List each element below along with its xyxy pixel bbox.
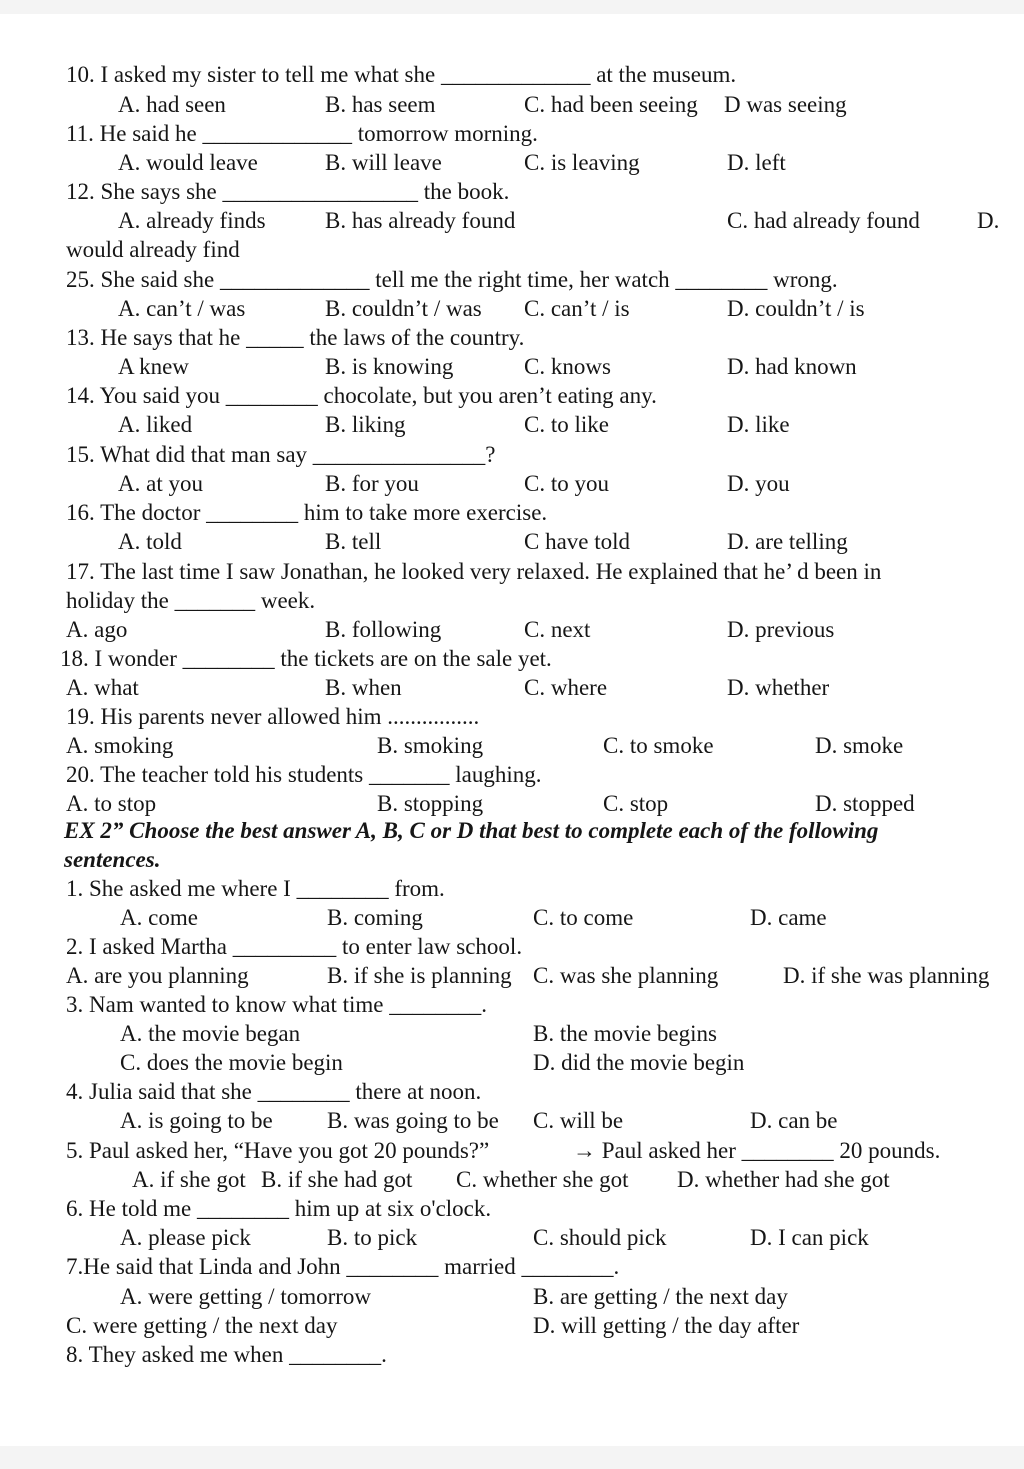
question-18-option-a: A. what [66,675,139,700]
question-15-option-b: B. for you [325,471,419,496]
question-12-option-d-continued: would already find [66,237,240,262]
ex2-question-2-option-a: A. are you planning [66,963,249,988]
question-10-option-a: A. had seen [118,92,226,117]
ex2-question-6-stem: 6. He told me ________ him up at six o'clock. [66,1196,492,1221]
question-17-stem-continued: holiday the _______ week. [66,588,316,613]
ex2-question-7-option-d: D. will getting / the day after [533,1313,800,1338]
question-11-stem: 11. He said he _____________ tomorrow morning. [66,121,538,146]
question-17-option-a: A. ago [66,617,128,642]
ex2-question-6-option-c: C. should pick [533,1225,667,1250]
question-11-option-a: A. would leave [118,150,258,175]
worksheet-page [0,14,1024,1446]
question-19-option-d: D. smoke [815,733,904,758]
ex2-question-2-option-d: D. if she was planning [783,963,990,988]
question-19-option-a: A. smoking [66,733,174,758]
question-15-option-a: A. at you [118,471,203,496]
question-11-option-d: D. left [727,150,786,175]
question-12-stem: 12. She says she _________________ the book. [66,179,510,204]
question-19-option-b: B. smoking [377,733,484,758]
question-20-option-b: B. stopping [377,791,484,816]
question-16-option-d: D. are telling [727,529,848,554]
question-16-stem: 16. The doctor ________ him to take more exercise. [66,500,548,525]
question-16-option-b: B. tell [325,529,382,554]
question-18-option-b: B. when [325,675,402,700]
ex2-question-5-option-a: A. if she got [132,1167,246,1192]
ex2-question-5-option-c: C. whether she got [456,1167,629,1192]
question-25-stem: 25. She said she _____________ tell me the right time, her watch ________ wrong. [66,267,838,292]
question-13-option-c: C. knows [524,354,611,379]
question-19-stem: 19. His parents never allowed him ................ [66,704,480,729]
question-25-option-b: B. couldn’t / was [325,296,482,321]
question-18-option-d: D. whether [727,675,830,700]
ex2-question-6-option-d: D. I can pick [750,1225,869,1250]
ex2-question-1-option-c: C. to come [533,905,634,930]
question-20-option-c: C. stop [603,791,669,816]
ex2-question-3-option-a: A. the movie began [120,1021,301,1046]
ex2-question-6-option-b: B. to pick [327,1225,418,1250]
ex2-question-4-option-b: B. was going to be [327,1108,499,1133]
question-17-option-d: D. previous [727,617,835,642]
question-17-option-b: B. following [325,617,442,642]
ex2-question-3-option-c: C. does the movie begin [120,1050,343,1075]
question-14-option-a: A. liked [118,412,193,437]
question-10-option-b: B. has seem [325,92,436,117]
question-13-option-d: D. had known [727,354,857,379]
question-10-option-c: C. had been seeing [524,92,698,117]
ex2-question-5-stem: 5. Paul asked her, “Have you got 20 pounds?” [66,1138,490,1163]
question-14-stem: 14. You said you ________ chocolate, but you aren’t eating any. [66,383,657,408]
question-15-stem: 15. What did that man say _______________? [66,442,496,467]
question-25-option-c: C. can’t / is [524,296,630,321]
question-10-option-d: D was seeing [724,92,847,117]
ex2-question-7-option-a: A. were getting / tomorrow [120,1284,372,1309]
question-12-option-a: A. already finds [118,208,266,233]
question-14-option-d: D. like [727,412,790,437]
question-14-option-b: B. liking [325,412,406,437]
question-13-option-b: B. is knowing [325,354,454,379]
ex2-question-1-option-b: B. coming [327,905,423,930]
exercise-2-heading: EX 2” Choose the best answer A, B, C or D that best to complete each of the following [64,818,879,843]
ex2-question-5-option-b: B. if she had got [261,1167,413,1192]
ex2-question-4-option-d: D. can be [750,1108,838,1133]
ex2-question-5-rewrite: → Paul asked her ________ 20 pounds. [573,1138,941,1163]
exercise-2-heading-continued: sentences. [64,847,161,872]
question-13-option-a: A knew [118,354,189,379]
ex2-question-7-option-b: B. are getting / the next day [533,1284,788,1309]
question-10-stem: 10. I asked my sister to tell me what she _____________ at the museum. [66,62,737,87]
question-20-stem: 20. The teacher told his students _______ laughing. [66,762,542,787]
question-12-option-c: C. had already found [727,208,920,233]
ex2-question-4-option-a: A. is going to be [120,1108,273,1133]
ex2-question-3-option-b: B. the movie begins [533,1021,717,1046]
question-18-stem: 18. I wonder ________ the tickets are on the sale yet. [60,646,552,671]
question-20-option-a: A. to stop [66,791,157,816]
question-17-stem: 17. The last time I saw Jonathan, he looked very relaxed. He explained that he’ d been in [66,559,882,584]
ex2-question-3-option-d: D. did the movie begin [533,1050,745,1075]
ex2-question-2-option-c: C. was she planning [533,963,719,988]
ex2-question-2-option-b: B. if she is planning [327,963,512,988]
ex2-question-3-stem: 3. Nam wanted to know what time ________. [66,992,487,1017]
ex2-question-5-option-d: D. whether had she got [677,1167,890,1192]
question-11-option-b: B. will leave [325,150,442,175]
question-25-option-a: A. can’t / was [118,296,246,321]
ex2-question-7-stem: 7.He said that Linda and John ________ married ________. [66,1254,620,1279]
ex2-question-4-option-c: C. will be [533,1108,624,1133]
question-12-option-d: D. [977,208,1000,233]
question-16-option-c: C have told [524,529,631,554]
question-15-option-d: D. you [727,471,790,496]
ex2-question-2-stem: 2. I asked Martha _________ to enter law school. [66,934,523,959]
ex2-question-4-stem: 4. Julia said that she ________ there at noon. [66,1079,482,1104]
question-13-stem: 13. He says that he _____ the laws of the country. [66,325,525,350]
ex2-question-7-option-c: C. were getting / the next day [66,1313,338,1338]
question-14-option-c: C. to like [524,412,609,437]
question-25-option-d: D. couldn’t / is [727,296,865,321]
question-19-option-c: C. to smoke [603,733,714,758]
ex2-question-8-stem: 8. They asked me when ________. [66,1342,387,1367]
ex2-question-6-option-a: A. please pick [120,1225,251,1250]
question-16-option-a: A. told [118,529,182,554]
question-12-option-b: B. has already found [325,208,516,233]
question-15-option-c: C. to you [524,471,609,496]
question-20-option-d: D. stopped [815,791,915,816]
question-11-option-c: C. is leaving [524,150,640,175]
question-17-option-c: C. next [524,617,591,642]
ex2-question-1-option-d: D. came [750,905,827,930]
arrow-right-icon: → [573,1138,596,1163]
ex2-question-1-stem: 1. She asked me where I ________ from. [66,876,445,901]
ex2-question-1-option-a: A. come [120,905,198,930]
question-18-option-c: C. where [524,675,608,700]
